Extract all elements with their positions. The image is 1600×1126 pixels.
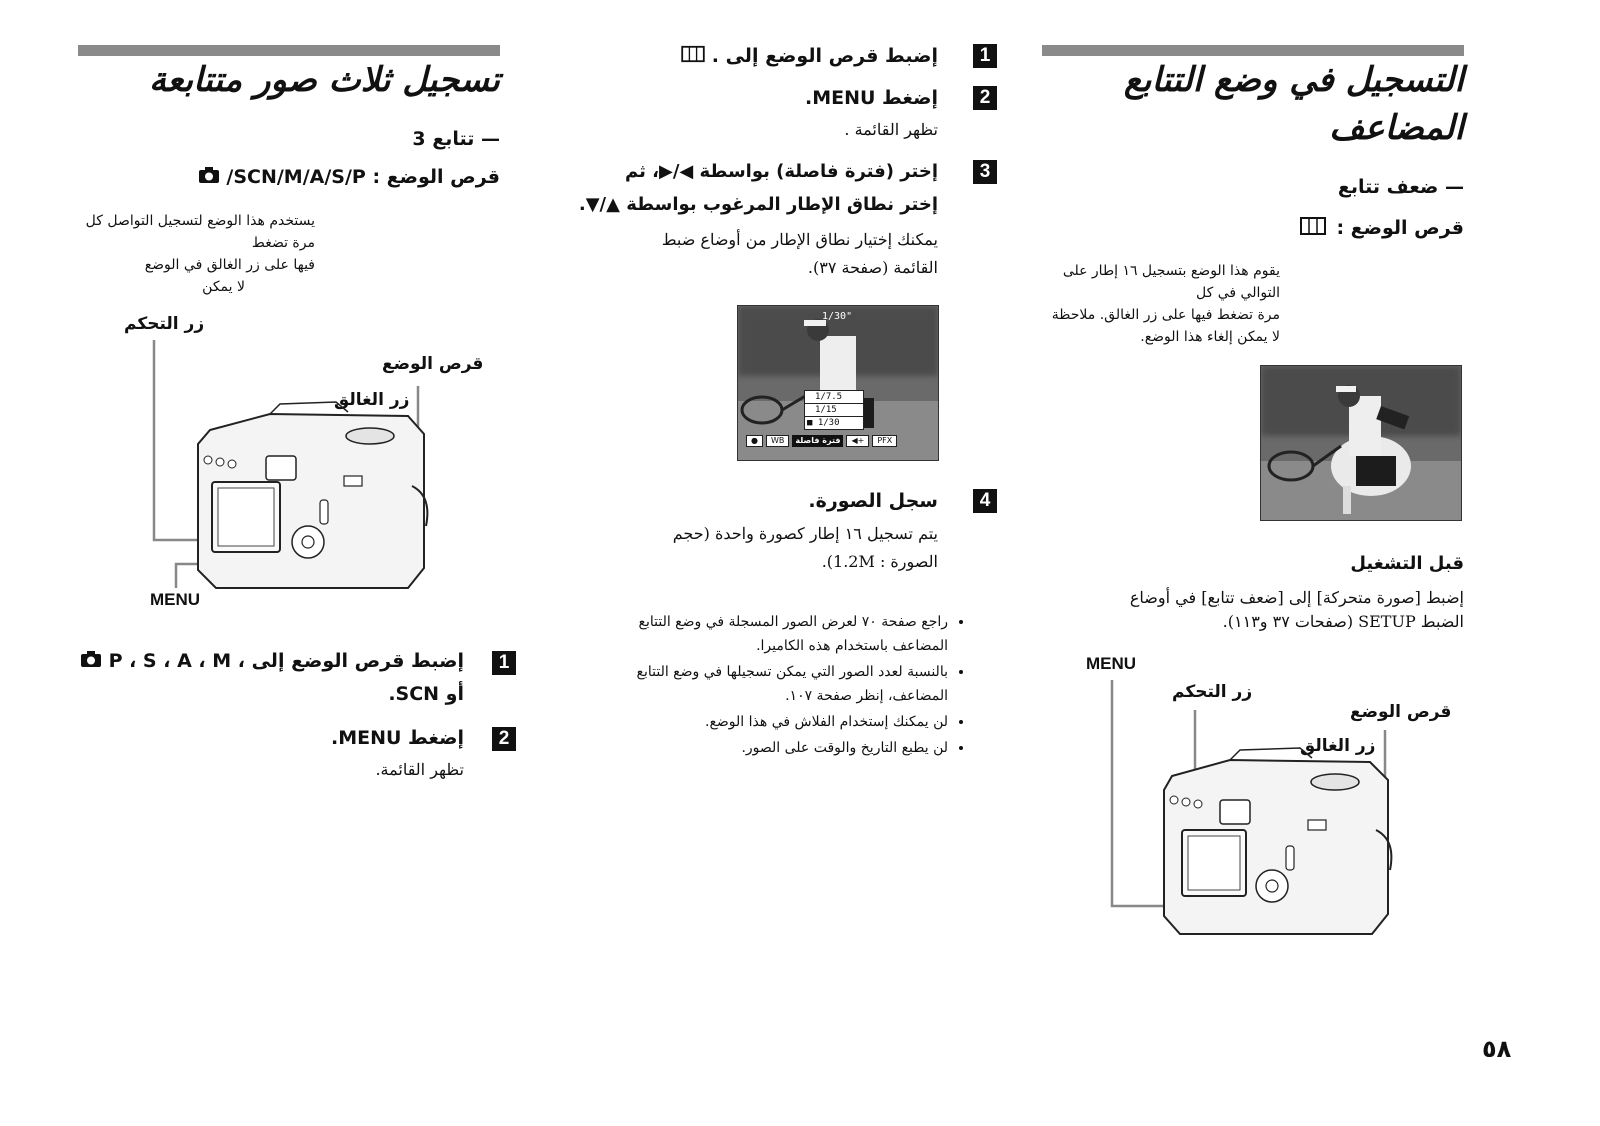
- camera-diagram-left: [120, 310, 500, 620]
- menu-item: WB: [766, 435, 789, 447]
- label-mode-dial: قرص الوضع: [382, 354, 484, 374]
- left-title: تسجيل ثلاث صور متتابعة: [148, 60, 500, 100]
- mid-step-1-text: [681, 45, 938, 68]
- interval-option: 1/15: [805, 404, 863, 417]
- menu-item: PFX: [872, 435, 897, 447]
- label-shutter-button: زر الغالق: [334, 390, 410, 410]
- mode-dial-label: قرص الوضع :: [1336, 217, 1464, 239]
- page-number: ٥٨: [1482, 1035, 1512, 1063]
- left-intro: [75, 210, 315, 298]
- label-mode-dial: قرص الوضع: [1350, 702, 1452, 722]
- mid-step-3-line2: إختر نطاق الإطار المرغوب بواسطة ▲/▼.: [578, 194, 938, 215]
- tennis-photo-right: [1260, 365, 1462, 521]
- menu-bar: [746, 435, 930, 447]
- interval-option: ■ 1/30: [807, 418, 840, 428]
- right-title-line1: التسجيل في وضع التتابع: [1123, 60, 1464, 100]
- mid-step-2-sub: تظهر القائمة .: [844, 120, 938, 139]
- step-number: 4: [973, 489, 997, 513]
- mid-step-1-label: إضبط قرص الوضع إلى .: [711, 45, 938, 67]
- left-intro-line: يستخدم هذا الوضع لتسجيل التواصل كل مرة تضغط: [85, 213, 315, 251]
- left-intro-line: لا يمكن: [202, 279, 245, 295]
- left-intro-line: فيها على زر الغالق في الوضع: [144, 257, 315, 273]
- before-line: الضبط SETUP (صفحات ٣٧ و١١٣).: [1222, 612, 1464, 631]
- menu-item: ●: [746, 435, 763, 447]
- camera-icon: [80, 650, 102, 673]
- mid-step-3-sub2: القائمة (صفحة ٣٧).: [807, 258, 938, 277]
- note-item: • بالنسبة لعدد الصور التي يمكن تسجيلها في وضع التتابع المضاعف، إنظر صفحة ١٠٧.: [544, 660, 948, 708]
- camera-diagram-right: [1080, 650, 1480, 950]
- mid-step-4-sub1: يتم تسجيل ١٦ إطار كصورة واحدة (حجم: [672, 524, 938, 543]
- before-line: إضبط [صورة متحركة] إلى [ضعف تتابع] في أوضاع: [1129, 588, 1464, 607]
- step-number: 3: [973, 160, 997, 184]
- label-menu: MENU: [1086, 654, 1137, 673]
- mid-step-2-text: إضغط MENU.: [805, 87, 938, 109]
- before-heading: قبل التشغيل: [1350, 553, 1464, 574]
- mode-dial-label: قرص الوضع : SCN/M/A/S/P/: [226, 166, 500, 188]
- label-control-button: زر التحكم: [124, 314, 205, 334]
- interval-option: 1/7.5: [805, 391, 863, 404]
- right-mode-dial: [1300, 216, 1464, 241]
- left-step-1-label: إضبط قرص الوضع إلى ، P ، S ، A ، M: [108, 650, 464, 672]
- notes: [544, 610, 964, 762]
- left-step-2-text: إضغط MENU.: [331, 727, 464, 749]
- label-menu: MENU: [150, 590, 201, 609]
- label-control-button: زر التحكم: [1172, 682, 1253, 702]
- screen-shutter-readout: 1/30": [822, 311, 853, 322]
- right-intro-line: مرة تضغط فيها على زر الغالق. ملاحظة: [1051, 307, 1280, 323]
- right-intro-line: يقوم هذا الوضع بتسجيل ١٦ إطار على التوالي في كل: [1062, 263, 1280, 301]
- multi-burst-icon: [681, 45, 705, 68]
- right-title-line2: المضاعف: [1329, 108, 1464, 148]
- note-item: • لن يطبع التاريخ والوقت على الصور.: [544, 736, 948, 760]
- right-intro: [1040, 260, 1280, 348]
- interval-options: [804, 390, 864, 430]
- right-header-bar: [1042, 45, 1464, 56]
- mid-step-3-sub1: يمكنك إختيار نطاق الإطار من أوضاع ضبط: [661, 230, 938, 249]
- left-step-1-line1: [44, 650, 464, 673]
- mid-step-4-text: سجل الصورة.: [808, 490, 938, 512]
- left-header-bar: [78, 45, 500, 56]
- note-item: • لن يمكنك إستخدام الفلاش في هذا الوضع.: [544, 710, 948, 734]
- before-text: [1044, 586, 1464, 634]
- right-intro-line: لا يمكن إلغاء هذا الوضع.: [1140, 329, 1280, 345]
- note-item: • راجع صفحة ٧٠ لعرض الصور المسجلة في وضع التتابع المضاعف باستخدام هذه الكاميرا.: [544, 610, 948, 658]
- right-subtitle: — ضعف تتابع: [1337, 176, 1464, 198]
- left-subtitle: — تتابع 3: [412, 128, 500, 150]
- mid-step-4-sub2: الصورة : 1.2M).: [821, 552, 938, 571]
- mid-step-3-line1: إختر (فترة فاصلة) بواسطة ◀/▶، ثم: [625, 161, 938, 182]
- camera-icon: [198, 166, 220, 189]
- step-number: 2: [973, 86, 997, 110]
- left-step-1-line2: أو SCN.: [388, 683, 464, 705]
- menu-item-selected: فترة فاصلة: [792, 435, 843, 447]
- left-mode-dial: [198, 166, 500, 189]
- step-number: 1: [492, 651, 516, 675]
- label-shutter-button: زر الغالق: [1300, 736, 1376, 756]
- step-number: 2: [492, 727, 516, 751]
- menu-item: ◀+: [846, 435, 869, 447]
- step-number: 1: [973, 44, 997, 68]
- multi-burst-icon: [1300, 216, 1326, 241]
- left-step-2-sub: تظهر القائمة.: [375, 760, 464, 779]
- tennis-photo-menu: [737, 305, 939, 461]
